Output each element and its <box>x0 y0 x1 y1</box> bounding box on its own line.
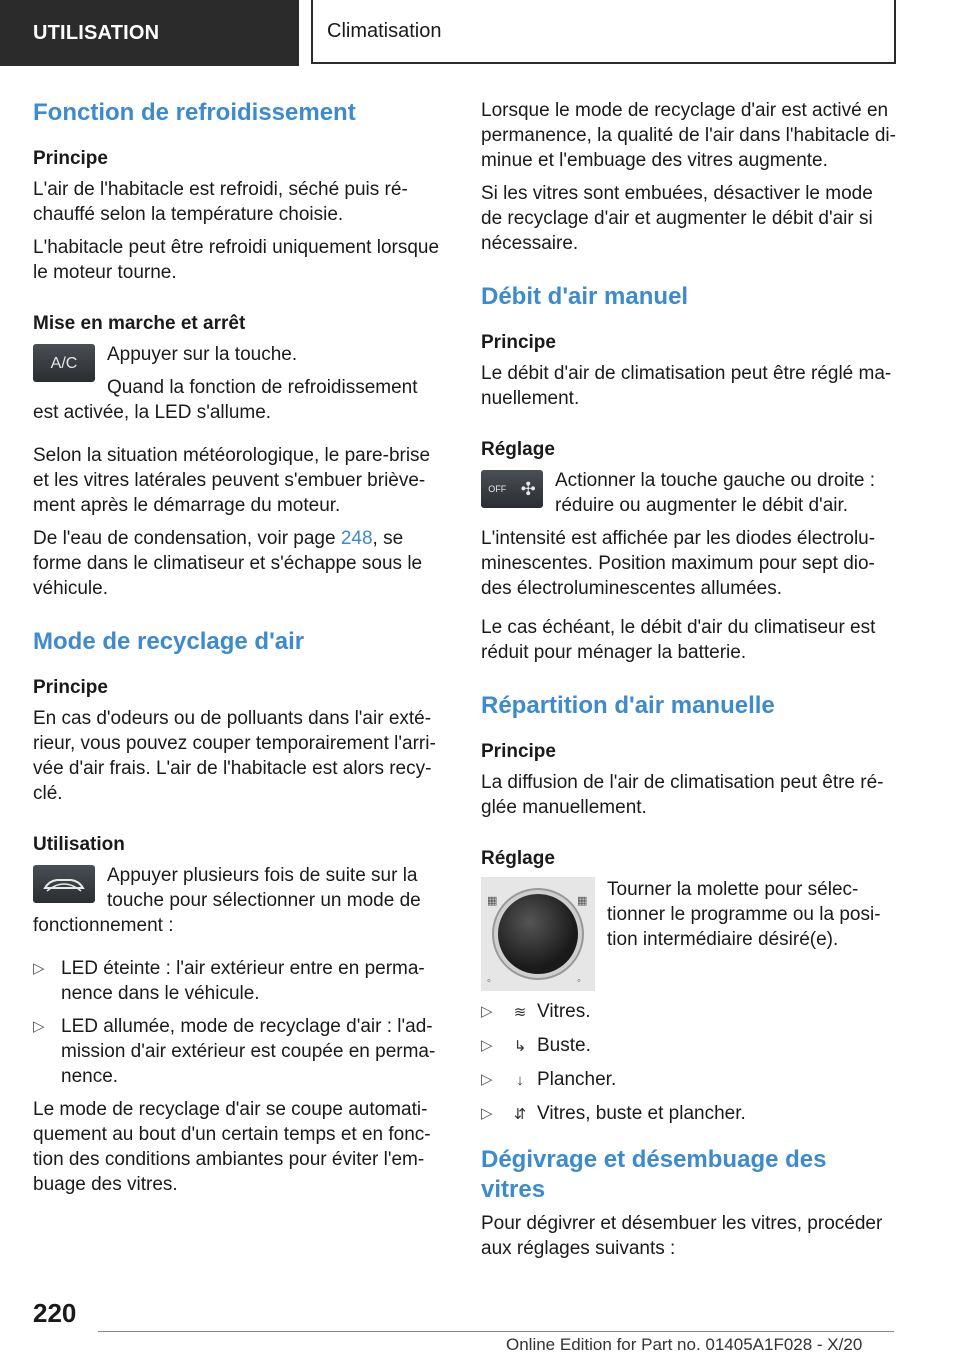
fan-button-icon: OFF ✣ <box>481 470 543 508</box>
list-item: ▷ LED allumée, mode de recyclage d'air : l'ad-mission d'air extérieur est coupée en perma-nence. <box>33 1016 436 1087</box>
triangle-bullet-icon: ▷ <box>481 1105 493 1122</box>
triangle-bullet-icon: ▷ <box>481 1003 493 1020</box>
paragraph: La diffusion de l'air de climatisation peut être ré-glée manuellement. <box>481 772 884 818</box>
paragraph: Appuyer sur la touche. <box>107 344 298 365</box>
paragraph: L'intensité est affichée par les diodes électrolu-minescentes. Position maximum pour sept dio-des électroluminescentes allumées. <box>481 528 876 599</box>
triangle-bullet-icon: ▷ <box>481 1037 493 1054</box>
paragraph: Selon la situation météorologique, le pare-brise et les vitres latérales peuvent s'embuer briève-ment après le démarrage du moteur. <box>33 445 431 516</box>
list-item: ▷ ↓ Plancher. <box>481 1067 896 1093</box>
list-item: ▷ ⇵ Vitres, buste et plancher. <box>481 1101 896 1127</box>
list-item: ▷ LED éteinte : l'air extérieur entre en perma-nence dans le véhicule. <box>33 958 425 1004</box>
list-item: ▷ ↳ Buste. <box>481 1033 896 1059</box>
recirc-instruction <box>33 863 448 946</box>
paragraph: Le mode de recyclage d'air se coupe automati-quement au bout d'un certain temps et en fonc-tion des conditions ambiantes pour éviter l'em-buage des vitres. <box>33 1099 431 1195</box>
heading-defrost: Dégivrage et désembuage des vitres <box>481 1146 827 1203</box>
right-column <box>481 98 896 1269</box>
heading-airflow: Débit d'air manuel <box>481 283 689 310</box>
page-number: 220 <box>33 1298 77 1328</box>
windshield-icon: ≋ <box>513 1004 527 1021</box>
ac-button-icon: A/C <box>33 344 95 382</box>
heading-cooling: Fonction de refroidissement <box>33 99 356 126</box>
upper-body-icon: ↳ <box>513 1038 527 1055</box>
paragraph: De l'eau de condensation, voir page 248, se forme dans le climatiseur et s'échappe sous le véhicule. <box>33 528 423 599</box>
fan-instruction <box>481 468 896 526</box>
heading-distribution: Répartition d'air manuelle <box>481 692 775 719</box>
subheading-principle: Principe <box>481 332 556 353</box>
paragraph: L'habitacle peut être refroidi uniquement lorsque le moteur tourne. <box>33 237 440 283</box>
list-item: ▷ ≋ Vitres. <box>481 999 896 1025</box>
subheading-principle: Principe <box>33 677 108 698</box>
all-zones-icon: ⇵ <box>513 1106 527 1123</box>
paragraph: Pour dégivrer et désembuer les vitres, procéder aux réglages suivants : <box>481 1213 883 1259</box>
distribution-list <box>481 999 896 1127</box>
triangle-bullet-icon: ▷ <box>33 1018 45 1035</box>
paragraph: Tourner la molette pour sélec-tionner le programme ou la posi-tion intermédiaire désiré(e). <box>607 879 881 950</box>
page-link[interactable]: 248 <box>340 528 373 549</box>
dial-instruction <box>481 877 896 999</box>
paragraph: En cas d'odeurs ou de polluants dans l'air exté-rieur, vous pouvez couper temporairement l'arri-vée d'air frais. L'air de l'habitacle est alors recy-clé. <box>33 708 436 804</box>
distribution-dial-icon: ▦ ▦ ◦ ◦ <box>481 877 595 991</box>
paragraph: Le cas échéant, le débit d'air du climatiseur est réduit pour ménager la batterie. <box>481 617 876 663</box>
paragraph: Appuyer plusieurs fois de suite sur la touche pour sélectionner un mode de fonctionnement : <box>33 865 421 936</box>
paragraph: Actionner la touche gauche ou droite : réduire ou augmenter le débit d'air. <box>555 470 876 516</box>
triangle-bullet-icon: ▷ <box>33 960 45 977</box>
paragraph: Si les vitres sont embuées, désactiver le mode de recyclage d'air et augmenter le débit d'air si nécessaire. <box>481 183 873 254</box>
ac-instruction <box>33 342 448 433</box>
left-column <box>33 98 448 1205</box>
page-header <box>0 0 960 66</box>
subheading-on-off: Mise en marche et arrêt <box>33 313 246 334</box>
subheading-principle: Principe <box>481 741 556 762</box>
subheading-principle: Principe <box>33 148 108 169</box>
paragraph: L'air de l'habitacle est refroidi, séché puis ré-chauffé selon la température choisie. <box>33 179 408 225</box>
subheading-setting: Réglage <box>481 848 555 869</box>
recirculation-button-icon <box>33 865 95 903</box>
subheading-usage: Utilisation <box>33 834 125 855</box>
paragraph: Quand la fonction de refroidissement est activée, la LED s'allume. <box>33 377 418 423</box>
paragraph: Le débit d'air de climatisation peut être réglé ma-nuellement. <box>481 363 892 409</box>
chapter-tab: Climatisation <box>311 0 896 64</box>
footwell-icon: ↓ <box>516 1072 524 1089</box>
heading-recirculation: Mode de recyclage d'air <box>33 628 305 655</box>
edition-note: Online Edition for Part no. 01405A1F028 - X/20 <box>506 1335 863 1354</box>
section-tab: UTILISATION <box>0 0 299 66</box>
triangle-bullet-icon: ▷ <box>481 1071 493 1088</box>
subheading-setting: Réglage <box>481 439 555 460</box>
paragraph: Lorsque le mode de recyclage d'air est activé en permanence, la qualité de l'air dans l'habitacle di-minue et l'embuage des vitres augmente. <box>481 100 896 171</box>
mode-list <box>33 956 448 1089</box>
footer-divider <box>98 1331 894 1332</box>
